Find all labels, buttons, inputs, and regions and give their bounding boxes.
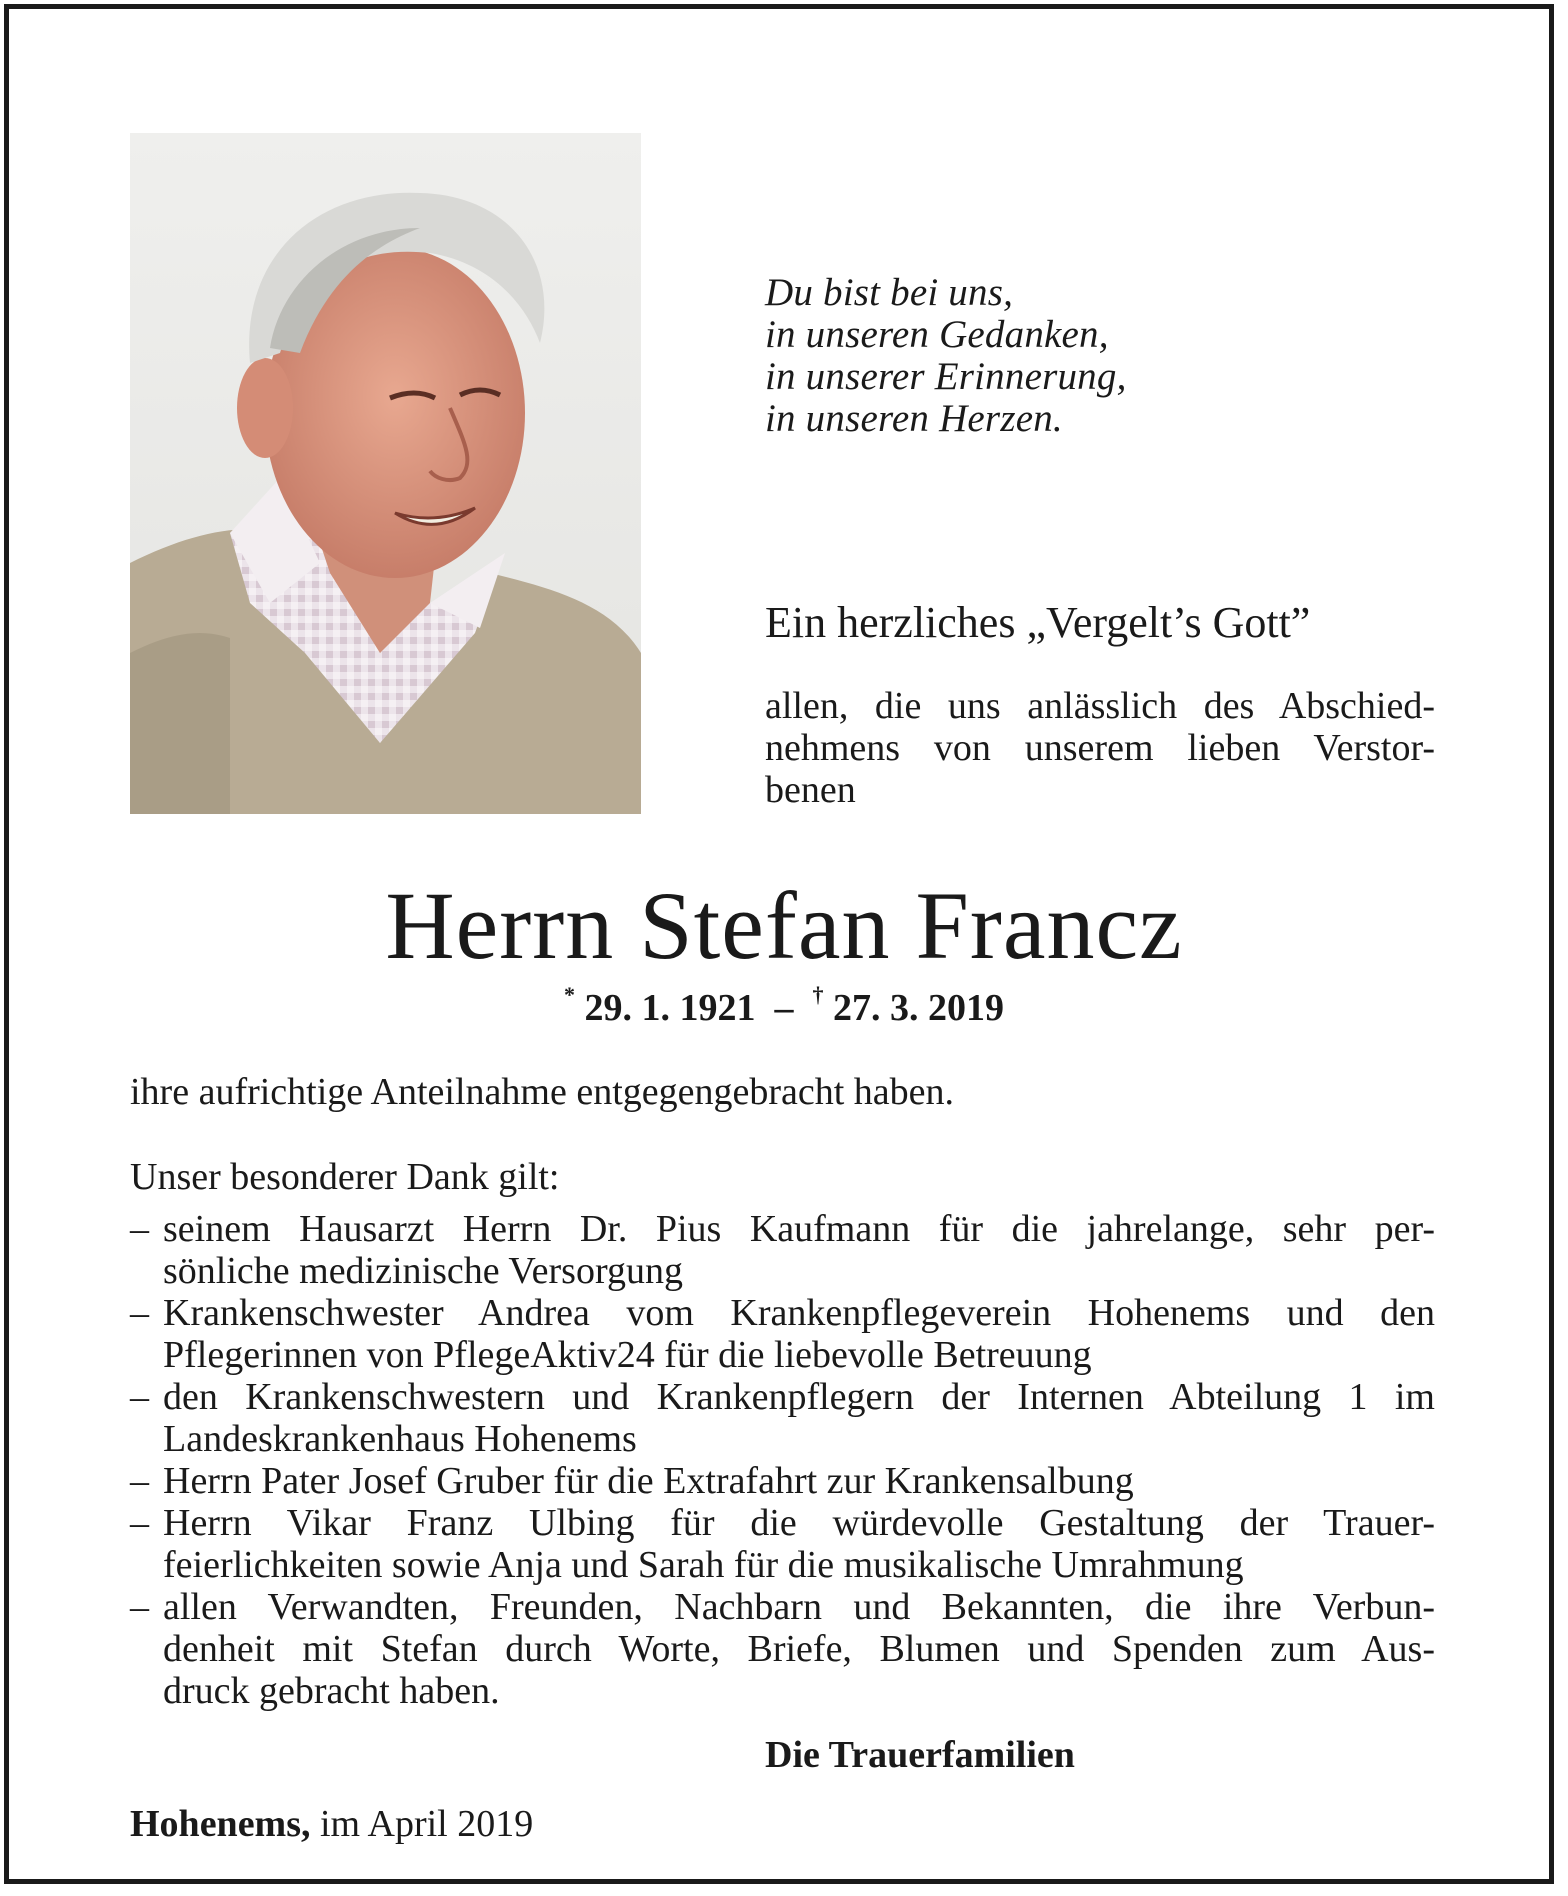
life-dates bbox=[0, 982, 1568, 1030]
thanks-item-line: sönliche medizinische Versorgung bbox=[163, 1250, 683, 1292]
intro-text bbox=[765, 685, 1435, 811]
deceased-name: Herrn Stefan Francz bbox=[385, 872, 1183, 979]
place-date bbox=[130, 1802, 533, 1846]
poem bbox=[765, 272, 1365, 440]
list-dash: – bbox=[130, 1460, 149, 1502]
birth-symbol: * bbox=[564, 982, 575, 1008]
thanks-item bbox=[130, 1586, 1435, 1712]
thanks-list bbox=[130, 1208, 1435, 1712]
date-line: im April 2019 bbox=[320, 1803, 534, 1845]
thanks-item-line: druck gebracht haben. bbox=[163, 1670, 500, 1712]
list-dash: – bbox=[130, 1208, 149, 1250]
intro-line: nehmens von unserem lieben Verstor- bbox=[765, 727, 1435, 769]
thanks-item-line: Pflegerinnen von PflegeAktiv24 für die liebevolle Betreuung bbox=[163, 1334, 1092, 1376]
thanks-item-line: denheit mit Stefan durch Worte, Briefe, Blumen und Spenden zum Aus- bbox=[163, 1628, 1435, 1670]
portrait-photo bbox=[130, 133, 641, 814]
birth-date: 29. 1. 1921 bbox=[584, 987, 756, 1029]
thanks-item-line: den Krankenschwestern und Krankenpflegern der Internen Abteilung 1 im bbox=[163, 1376, 1435, 1418]
date-separator: – bbox=[774, 987, 794, 1029]
thanks-item-line: allen Verwandten, Freunden, Nachbarn und Bekannten, die ihre Verbun- bbox=[163, 1586, 1435, 1628]
list-dash: – bbox=[130, 1376, 149, 1418]
sympathy-line: ihre aufrichtige Anteilnahme entgegengebracht haben. bbox=[130, 1071, 955, 1113]
list-dash: – bbox=[130, 1292, 149, 1334]
thanks-item bbox=[130, 1460, 1435, 1502]
thanks-item-line: Krankenschwester Andrea vom Krankenpflegeverein Hohenems und den bbox=[163, 1292, 1435, 1334]
portrait-illustration bbox=[130, 133, 641, 814]
thanks-heading: Ein herzliches „Vergelt’s Gott” bbox=[765, 598, 1311, 647]
poem-line: in unseren Herzen. bbox=[765, 397, 1063, 440]
thanks-item-line: seinem Hausarzt Herrn Dr. Pius Kaufmann für die jahrelange, sehr per- bbox=[163, 1208, 1435, 1250]
thanks-item bbox=[130, 1292, 1435, 1376]
intro-line: allen, die uns anlässlich des Abschied- bbox=[765, 685, 1435, 727]
death-symbol: † bbox=[812, 982, 824, 1008]
intro-line: benen bbox=[765, 769, 856, 811]
thanks-item-line: Landeskrankenhaus Hohenems bbox=[163, 1418, 637, 1460]
list-dash: – bbox=[130, 1502, 149, 1544]
signature: Die Trauerfamilien bbox=[765, 1734, 1075, 1776]
poem-line: in unseren Gedanken, bbox=[765, 313, 1109, 356]
thanks-item bbox=[130, 1208, 1435, 1292]
thanks-item bbox=[130, 1502, 1435, 1586]
death-date: 27. 3. 2019 bbox=[833, 987, 1004, 1029]
thanks-item-line: Herrn Pater Josef Gruber für die Extrafahrt zur Krankensalbung bbox=[163, 1460, 1134, 1502]
poem-line: in unserer Erinnerung, bbox=[765, 355, 1127, 398]
thanks-item-line: Herrn Vikar Franz Ulbing für die würdevolle Gestaltung der Trauer- bbox=[163, 1502, 1435, 1544]
thanks-item-line: feierlichkeiten sowie Anja und Sarah für die musikalische Umrahmung bbox=[163, 1544, 1244, 1586]
list-dash: – bbox=[130, 1586, 149, 1628]
thanks-item bbox=[130, 1376, 1435, 1460]
special-thanks-heading: Unser besonderer Dank gilt: bbox=[130, 1156, 560, 1198]
poem-line: Du bist bei uns, bbox=[765, 271, 1014, 314]
place-name: Hohenems, bbox=[130, 1803, 311, 1845]
